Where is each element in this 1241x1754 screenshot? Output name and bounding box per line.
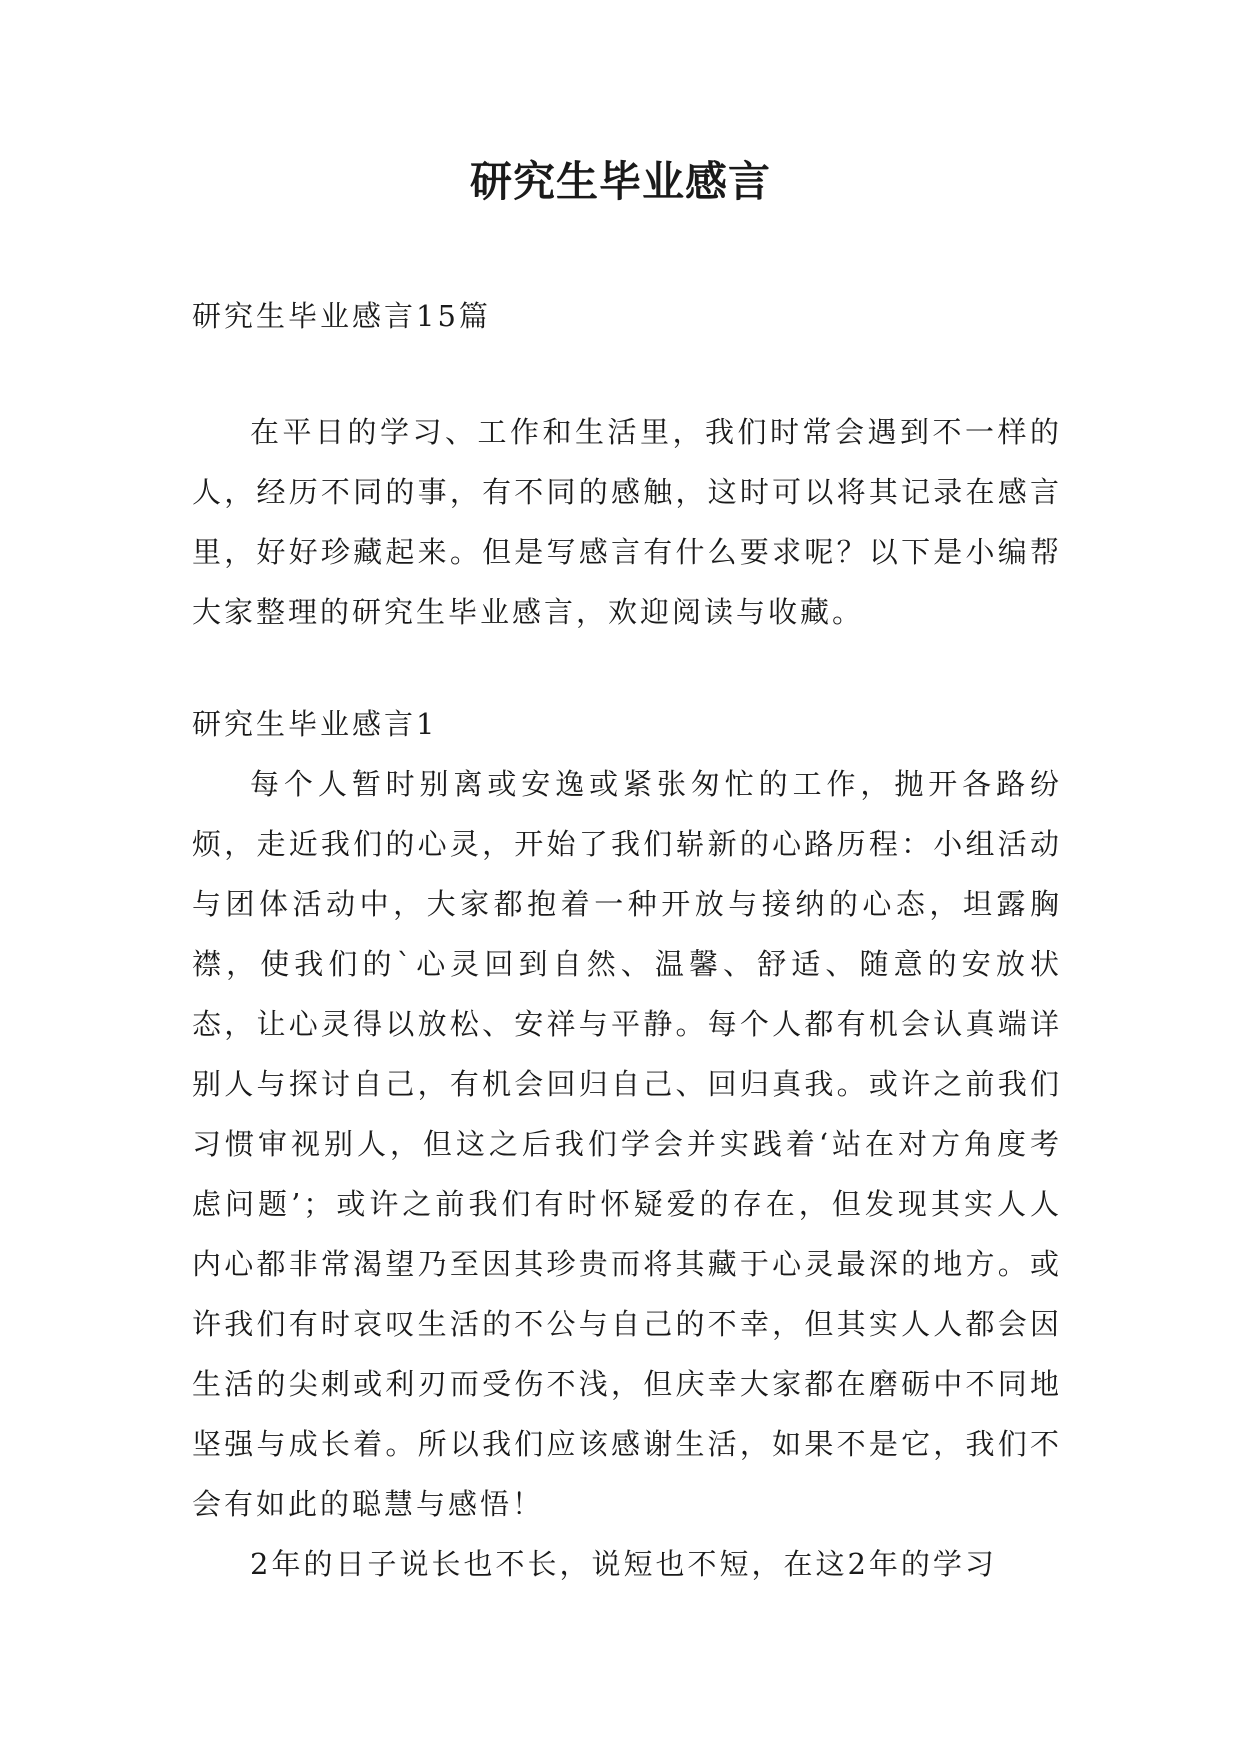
document-title: 研究生毕业感言 bbox=[469, 157, 771, 206]
section-heading: 研究生毕业感言1 bbox=[192, 707, 438, 741]
section-paragraph-1: 每个人暂时别离或安逸或紧张匆忙的工作，抛开各路纷烦，走近我们的心灵，开始了我们崭新的心路历程：小组活动与团体活动中，大家都抱着一种开放与接纳的心态，坦露胸襟，使我们的`心灵回到自然、温馨、舒适、随意的安放状态，让心灵得以放松、安祥与平静。每个人都有机会认真端详别人与探讨自己，有机会回归自己、回归真我。或许之前我们习惯审视别人，但这之后我们学会并实践着‘站在对方角度考虑问题’；或许之前我们有时怀疑爱的存在，但发现其实人人内心都非常渴望乃至因其珍贵而将其藏于心灵最深的地方。或许我们有时哀叹生活的不公与自己的不幸，但其实人人都会因生活的尖刺或利刃而受伤不浅，但庆幸大家都在磨砺中不同地坚强与成长着。所以我们应该感谢生活，如果不是它，我们不会有如此的聪慧与感悟！ bbox=[192, 767, 1062, 1521]
document-subtitle: 研究生毕业感言15篇 bbox=[192, 299, 491, 333]
section-body bbox=[192, 754, 1062, 1594]
intro-section bbox=[192, 402, 1062, 642]
intro-paragraph: 在平日的学习、工作和生活里，我们时常会遇到不一样的人，经历不同的事，有不同的感触，这时可以将其记录在感言里，好好珍藏起来。但是写感言有什么要求呢？以下是小编帮大家整理的研究生毕业感言，欢迎阅读与收藏。 bbox=[192, 415, 1062, 629]
section-paragraph-2: 2年的日子说长也不长，说短也不短，在这2年的学习 bbox=[250, 1547, 997, 1581]
